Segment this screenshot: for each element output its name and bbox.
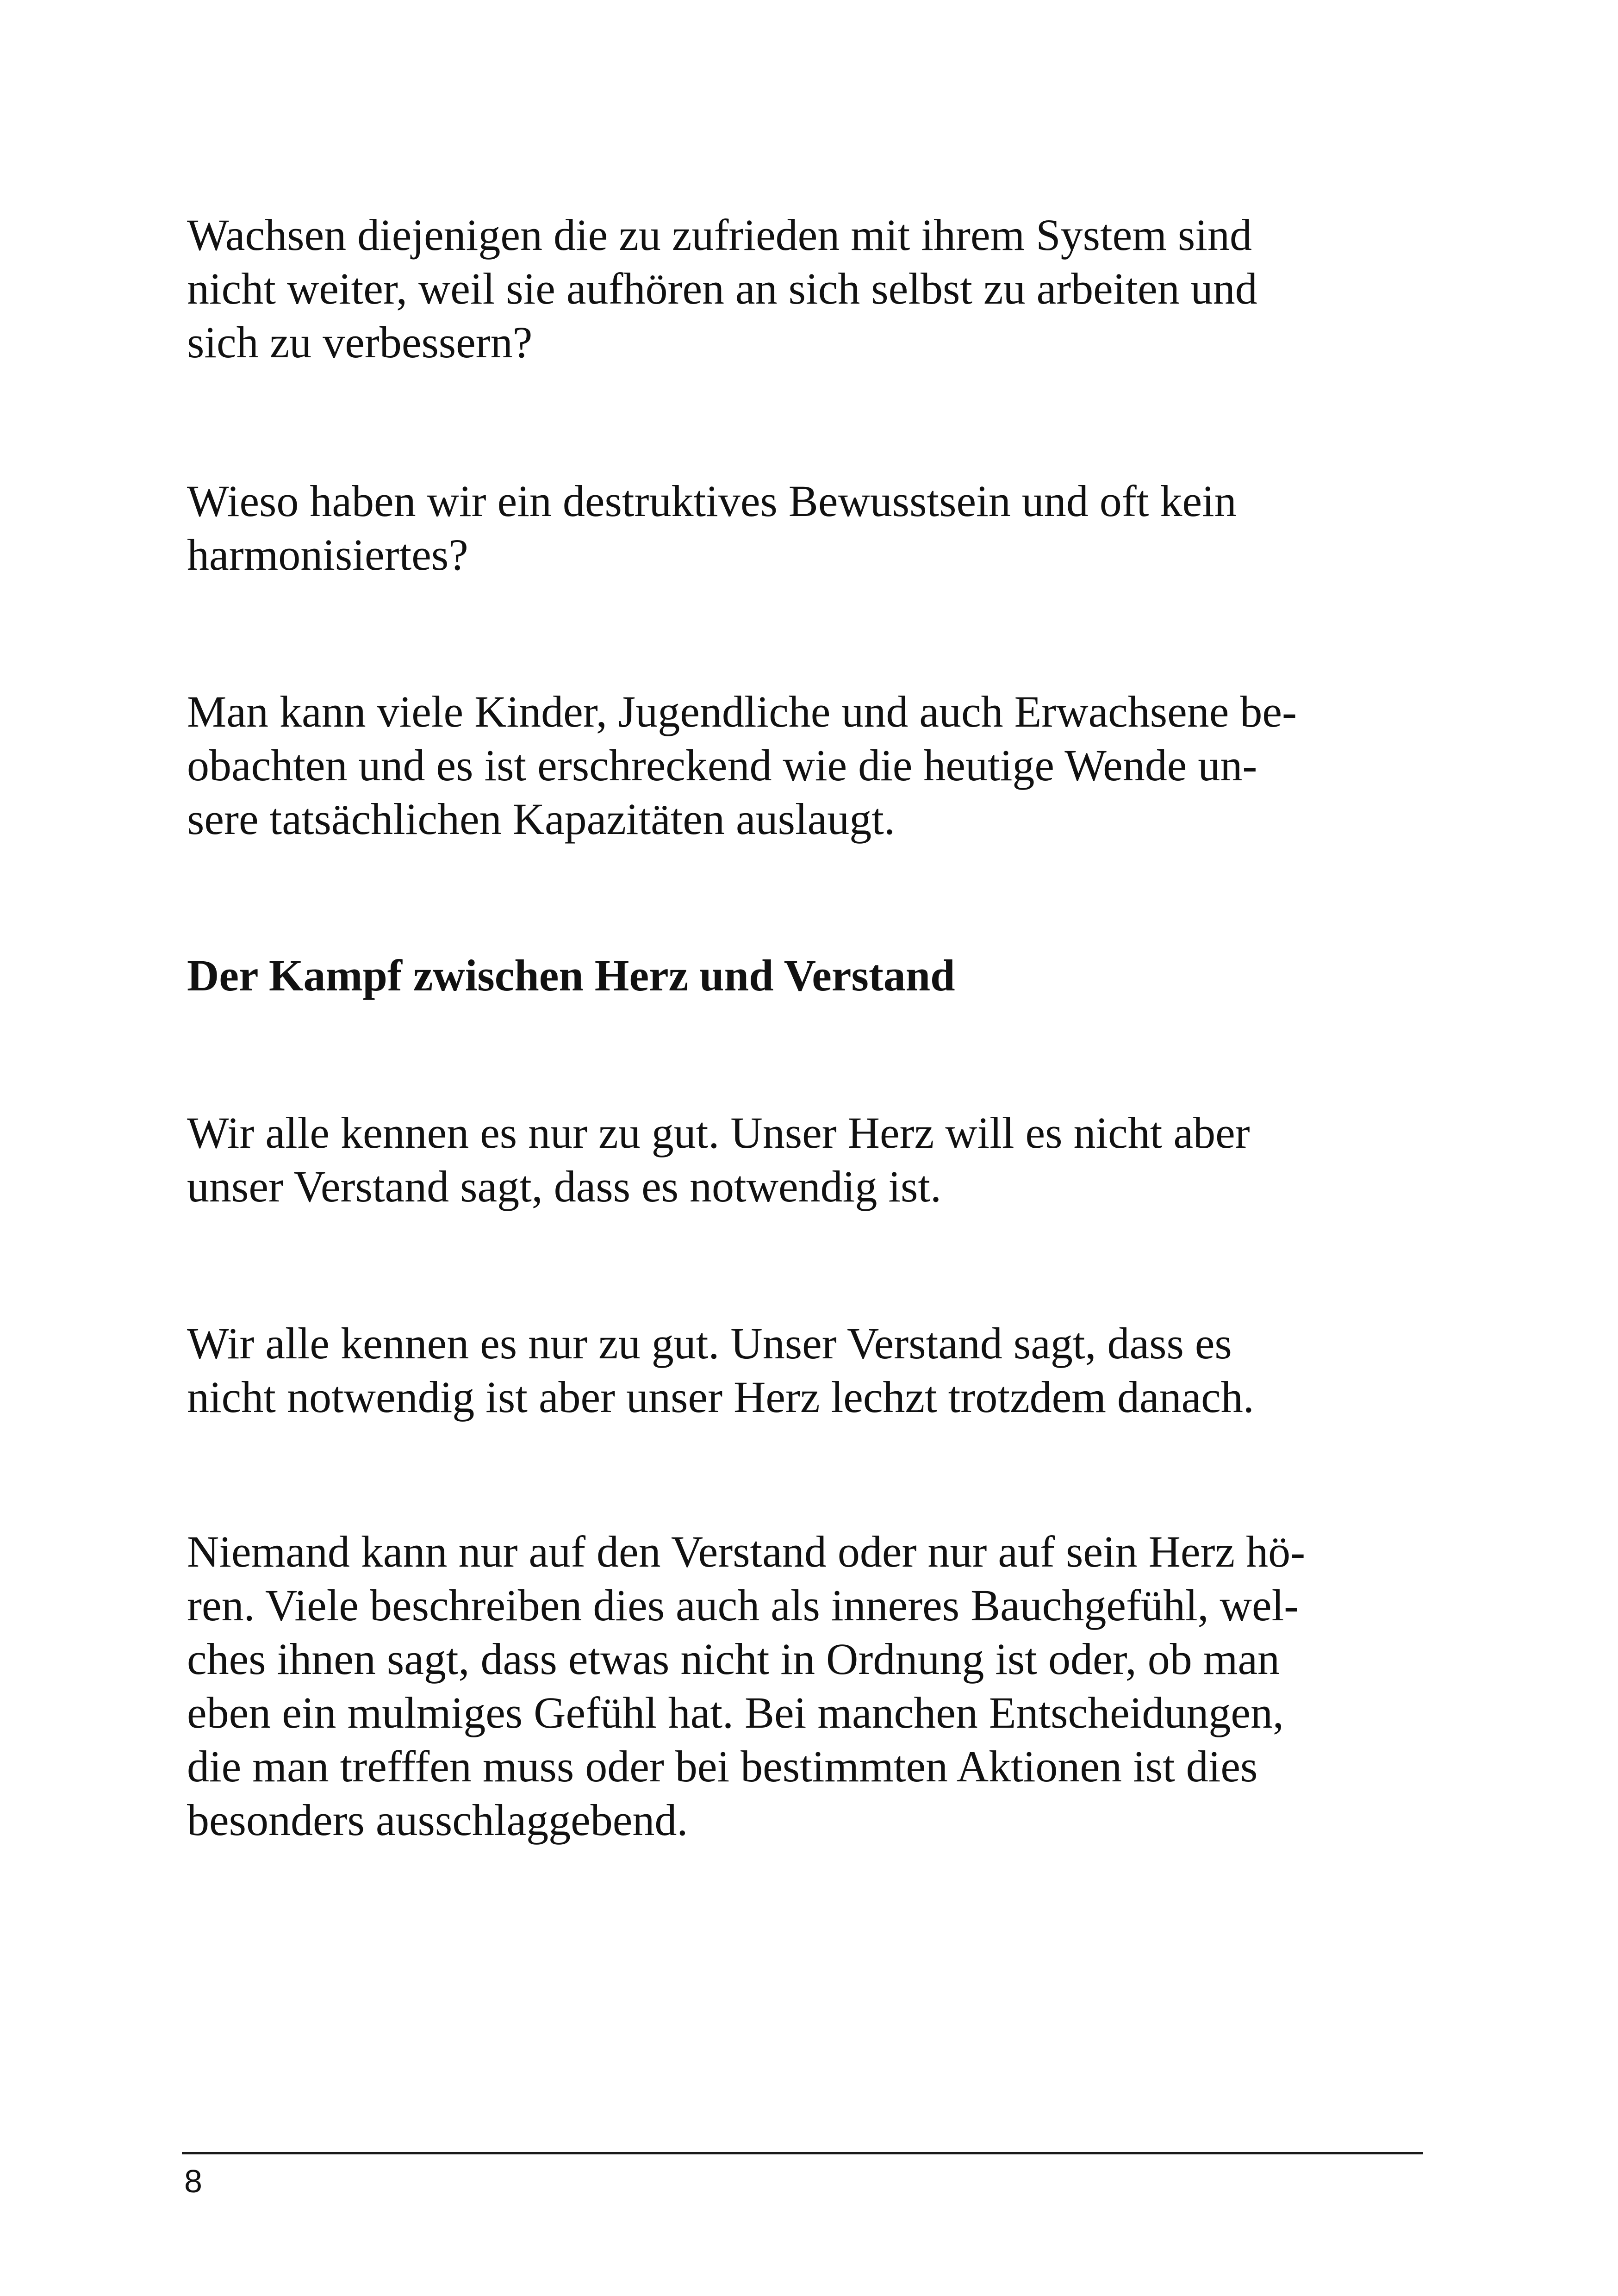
paragraph-1: Wachsen diejenigen die zu zufrieden mit ihrem System sind nicht weiter, weil sie aufhören an sich selbst zu arbeiten und sich zu verbessern? bbox=[187, 210, 1257, 367]
footer-divider bbox=[182, 2152, 1423, 2154]
paragraph-5: Wir alle kennen es nur zu gut. Unser Verstand sagt, dass es nicht notwendig ist aber unser Herz lechzt trotzdem danach. bbox=[187, 1319, 1254, 1422]
paragraph-4: Wir alle kennen es nur zu gut. Unser Herz will es nicht aber unser Verstand sagt, dass es notwendig ist. bbox=[187, 1108, 1250, 1211]
paragraph-3: Man kann viele Kinder, Jugendliche und auch Erwachsene be- obachten und es ist erschreckend wie die heutige Wende un- sere tatsächlichen Kapazitäten auslaugt. bbox=[187, 687, 1297, 844]
paragraph-2: Wieso haben wir ein destruktives Bewusstsein und oft kein harmonisiertes? bbox=[187, 476, 1237, 579]
page-number: 8 bbox=[184, 2163, 202, 2199]
section-heading: Der Kampf zwischen Herz und Verstand bbox=[187, 951, 955, 1000]
paragraph-6: Niemand kann nur auf den Verstand oder nur auf sein Herz hö- ren. Viele beschreiben dies auch als inneres Bauchgefühl, wel- ches ihnen sagt, dass etwas nicht in Ordnung ist oder, ob man eben ein mulmiges Gefühl hat. Bei manchen Entscheidungen, die man trefffen muss oder bei bestimmten Aktionen ist dies besonders ausschlaggebend. bbox=[187, 1527, 1306, 1845]
